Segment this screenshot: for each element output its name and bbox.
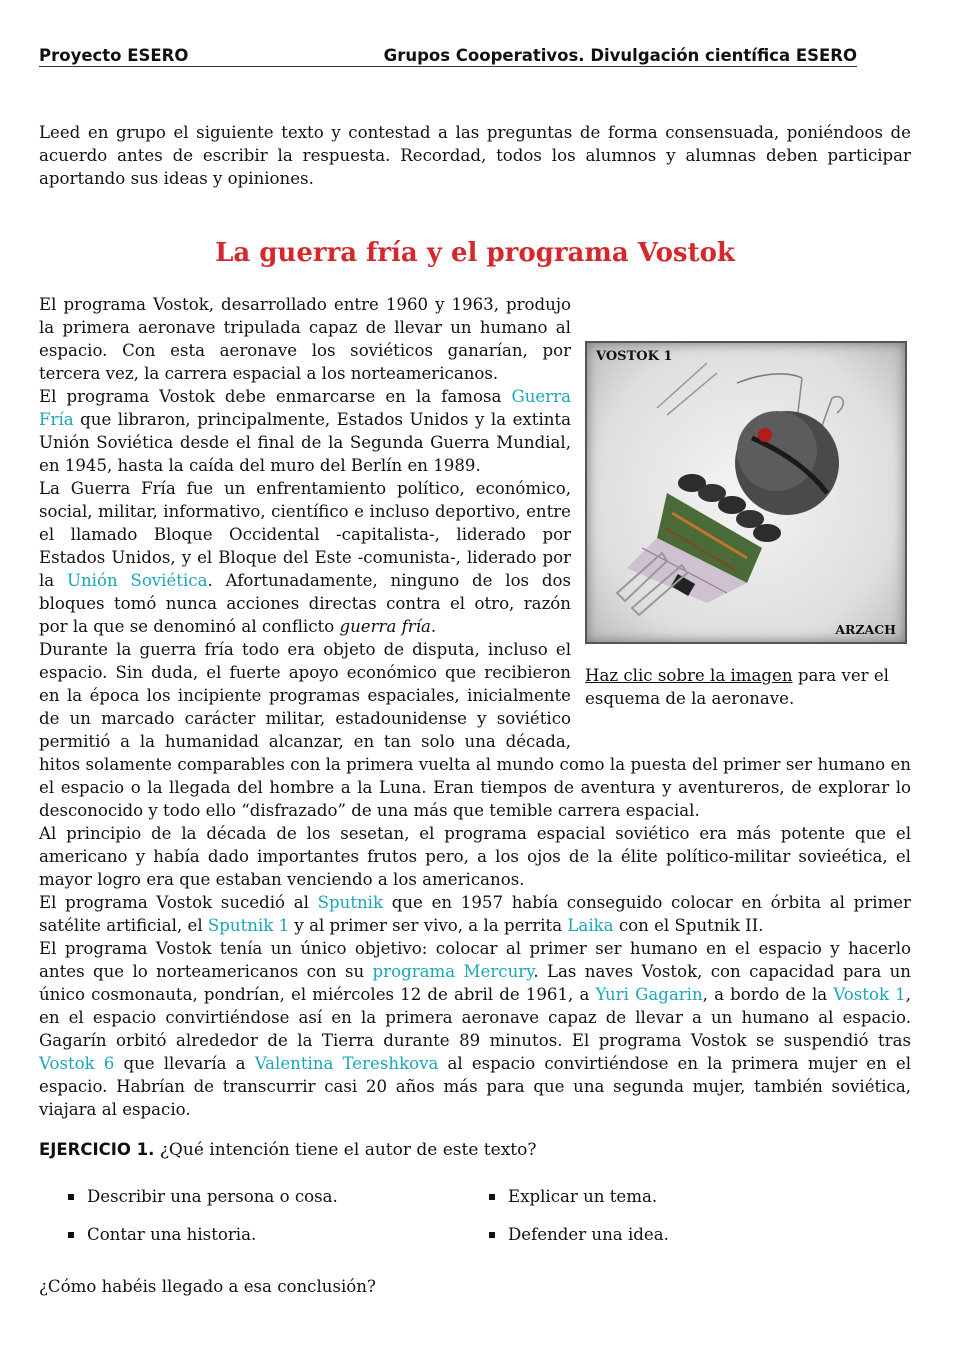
image-credit: ARZACH bbox=[835, 622, 896, 637]
option-item: Contar una historia. bbox=[68, 1223, 489, 1246]
link-vostok-6[interactable]: Vostok 6 bbox=[39, 1054, 115, 1073]
paragraph-7: El programa Vostok tenía un único objetivo: colocar al primer ser humano en el espacio y hacerlo antes que lo norteamericanos con su programa Mercury. Las naves Vostok, con capacidad para un único cosmonauta, pondrían, el miércoles 12 de abril de 1961, a Yuri Gagarin, a bordo de la Vostok 1, en el espacio convirtiéndose así en la primera aeronave capaz de llevar a un humano al espacio. Gagarín orbitó alrededor de la Tierra durante 89 minutos. El programa Vostok se suspendió tras Vostok 6 que llevaría a Valentina Tereshkova al espacio convirtiéndose en la primera mujer en el espacio. Habrían de transcurrir casi 20 años más para que una segunda mujer, también soviética, viajara al espacio. bbox=[39, 939, 912, 1119]
exercise-1 bbox=[39, 1140, 911, 1160]
option-item: Defender una idea. bbox=[489, 1223, 769, 1246]
header-project: Proyecto ESERO bbox=[39, 46, 189, 65]
link-programa-mercury[interactable]: programa Mercury bbox=[372, 962, 534, 981]
vostok-image[interactable] bbox=[585, 341, 907, 644]
paragraph-1: El programa Vostok, desarrollado entre 1960 y 1963, produjo la primera aeronave tripulada capaz de llevar un humano al espacio. Con esta aeronave los soviéticos ganarían, por tercera vez, la carrera espacial a los norteamericanos. bbox=[39, 295, 571, 383]
bullet-icon bbox=[489, 1194, 495, 1200]
paragraph-5: Al principio de la década de los sesetan, el programa espacial soviético era más potente que el americano y había dado importantes frutos pero, a los ojos de la élite político-militar sovieética, el mayor logro era que estaban venciendo a los americanos. bbox=[39, 824, 911, 889]
bullet-icon bbox=[489, 1232, 495, 1238]
bullet-icon bbox=[68, 1232, 74, 1238]
link-yuri-gagarin[interactable]: Yuri Gagarin bbox=[595, 985, 703, 1004]
link-laika[interactable]: Laika bbox=[567, 916, 614, 935]
followup-question: ¿Cómo habéis llegado a esa conclusión? bbox=[39, 1277, 376, 1296]
paragraph-4: Durante la guerra fría todo era objeto de disputa, incluso el espacio. Sin duda, el fuerte apoyo económico que recibieron en la época los incipiente programas espaciales, inicialmente de un marcado carácter militar, estadounidense y soviético permitió a la humanidad alcanzar, en tan solo una década, hitos solamente comparables con la primera vuelta al mundo como la puesta del primer ser humano en el espacio o la llegada del hombre a la Luna. Eran tiempos de aventura y aventureros, de explorar lo desconocido y todo ello “disfrazado” de una más que temible carrera espacial. bbox=[39, 640, 911, 820]
figure-caption: Haz clic sobre la imagen para ver el esquema de la aeronave. bbox=[585, 666, 889, 708]
vostok-spacecraft-illustration bbox=[587, 343, 905, 642]
link-vostok-1[interactable]: Vostok 1 bbox=[833, 985, 906, 1004]
link-sputnik-1[interactable]: Sputnik 1 bbox=[207, 916, 290, 935]
intro-paragraph: Leed en grupo el siguiente texto y contestad a las preguntas de forma consensuada, poniéndoos de acuerdo antes de escribir la respuesta. Recordad, todos los alumnos y alumnas deben participar aportando sus ideas y opiniones. bbox=[39, 123, 911, 188]
exercise-label: EJERCICIO 1. bbox=[39, 1140, 155, 1159]
option-item: Explicar un tema. bbox=[489, 1185, 769, 1208]
caption-link[interactable]: Haz clic sobre la imagen bbox=[585, 666, 793, 685]
header-section: Grupos Cooperativos. Divulgación científica ESERO bbox=[383, 46, 857, 65]
link-union-sovietica[interactable]: Unión Soviética bbox=[67, 571, 208, 590]
option-item: Describir una persona o cosa. bbox=[68, 1185, 489, 1208]
exercise-options bbox=[68, 1185, 768, 1246]
image-title: VOSTOK 1 bbox=[596, 349, 673, 364]
vostok-figure bbox=[585, 341, 911, 710]
link-guerra-fria[interactable]: Guerra Fría bbox=[39, 387, 571, 429]
exercise-question: ¿Qué intención tiene el autor de este texto? bbox=[159, 1140, 537, 1160]
link-valentina-tereshkova[interactable]: Valentina Tereshkova bbox=[254, 1054, 439, 1073]
paragraph-3: La Guerra Fría fue un enfrentamiento político, económico, social, militar, informativo, científico e incluso deportivo, entre el llamado Bloque Occidental -capitalista-, liderado por Estados Unidos, y el Bloque del Este -comunista-, liderado por la Unión Soviética. Afortunadamente, ninguno de los dos bloques tomó nunca acciones directas contra el otro, razón por la que se denominó al conflicto guerra fría. bbox=[39, 479, 571, 636]
page-header bbox=[39, 46, 857, 67]
paragraph-2: El programa Vostok debe enmarcarse en la famosa Guerra Fría que libraron, principalmente, Estados Unidos y la extinta Unión Soviética desde el final de la Segunda Guerra Mundial, en 1945, hasta la caída del muro del Berlín en 1989. bbox=[39, 387, 571, 475]
page-title: La guerra fría y el programa Vostok bbox=[215, 238, 735, 268]
paragraph-6: El programa Vostok sucedió al Sputnik que en 1957 había conseguido colocar en órbita al primer satélite artificial, el Sputnik 1 y al primer ser vivo, a la perrita Laika con el Sputnik II. bbox=[39, 893, 911, 935]
link-sputnik[interactable]: Sputnik bbox=[317, 893, 384, 912]
bullet-icon bbox=[68, 1194, 74, 1200]
